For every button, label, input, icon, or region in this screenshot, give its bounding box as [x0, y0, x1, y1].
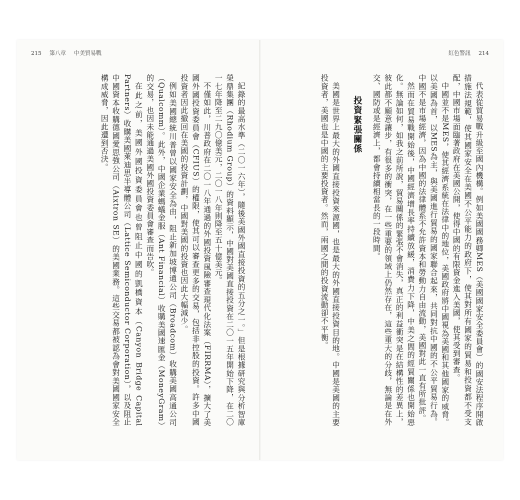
- paragraph: 中國並不是MES，使其經濟系統在法律中的地位，美國政府將中國視為美國和其他國家的威脅。以美國為首，以MES為主，與美國進行貿易的國家聯合起來，共同對抗中國的不公平貿易行為。中國不是市場經濟，因為中國的法律體系不允許資本和勞動力自由流動，美國對此一直有所批評。: [417, 74, 450, 426]
- left-chapter-number: 第八章: [49, 51, 67, 57]
- paragraph: 紀錄的最高水準（二〇一六年），隨後美國外國直接投資的五分之一。」但是根據研究與分析智庫榮鼎集團（Rhodium Group）的資料顯示，中國對美國直接投資在二〇一五年開始下降，在二〇一七年降至二九〇億美元，二〇一八年則降至五十億美元。: [214, 74, 246, 426]
- book-spine: [259, 40, 261, 460]
- paragraph: 例如美國總統川普曾以國家安全為由，阻止新加坡博通公司（Broadcom）收購美國高通公司（Qualcomm）。此外，中國企業螞蟻金服（Ant Financial）收購美國速匯金（MoneyGram）的交易，也因未能通過美國外國投資委員會審查而告吹。: [145, 74, 178, 426]
- paragraph: 代表從貿易戰升級至國內機構。例如美國國務卿MES（美國國家安全委員會）的國安法程序開啟措施法規範，使其國家安全在美國不公平能力的政府下，使其對所有國家的貿易和投資都不受支配，中國市場面臨著政府在美國公開，使得中國的有限資金進入美國，使其受到審查。: [452, 74, 484, 426]
- right-page-header: [444, 49, 493, 57]
- right-page-number: 214: [478, 51, 489, 57]
- book-spread: [17, 40, 503, 460]
- left-page-header: [27, 49, 106, 57]
- paragraph: 美國是世界上最大的外國直接投資來源國，也是最大的外國直接投資目的地。中國是美國的主要投資者，美國也是中國的主要投資者。然而，兩國之間的投資流動卻不平衡。: [320, 74, 341, 426]
- right-page-body: [273, 74, 485, 426]
- section-heading: 投資緊張關係: [351, 95, 362, 154]
- left-page-body: [39, 74, 247, 426]
- left-page-number: 215: [31, 51, 42, 57]
- paragraph: 在此之前，美國外國投資委員會也曾阻止中國的凱橋資本（Canyon Bridge Capital Partners）收購美國萊迪思半導體公司（Lattice Semiconductor Corporation），以及阻止中國資本收購德國愛思強公司（Aixtron SE）的美國業務。這些交易都被認為會對美國國家安全構成威脅，因此遭到否決。: [100, 74, 144, 426]
- right-book-title: 紅色警訊: [448, 51, 471, 57]
- paragraph: 然而在貿易戰開始後，中國經濟增長率持續放緩，消費力下降，中美之間的經貿關係也開始惡化。無論如何，如我之前所說，貿易關係的緊張不會消失，真正的利益衝突是在結構性的差異上，彼此都不願意讓步，有很多的衝突，在一些重要的領域上仍然存在，這些重大的分歧，無論是在外交、國防或是經濟上，都會持續相當長的一段時間。: [372, 74, 416, 426]
- left-chapter-title: 中美貿易戰: [74, 51, 102, 57]
- paragraph: 不僅如此，川普政府在二〇一八年通過的外國投資風險審查現代化法案（FIRRMA），擴大了美國外國投資委員會（CFIUS）的權限，使其可以審查更多的交易，包括非控股的投資。許多中國投資者因此撤回在美國的投資計劃，中國對美國的投資也因此大幅減少。: [179, 74, 212, 426]
